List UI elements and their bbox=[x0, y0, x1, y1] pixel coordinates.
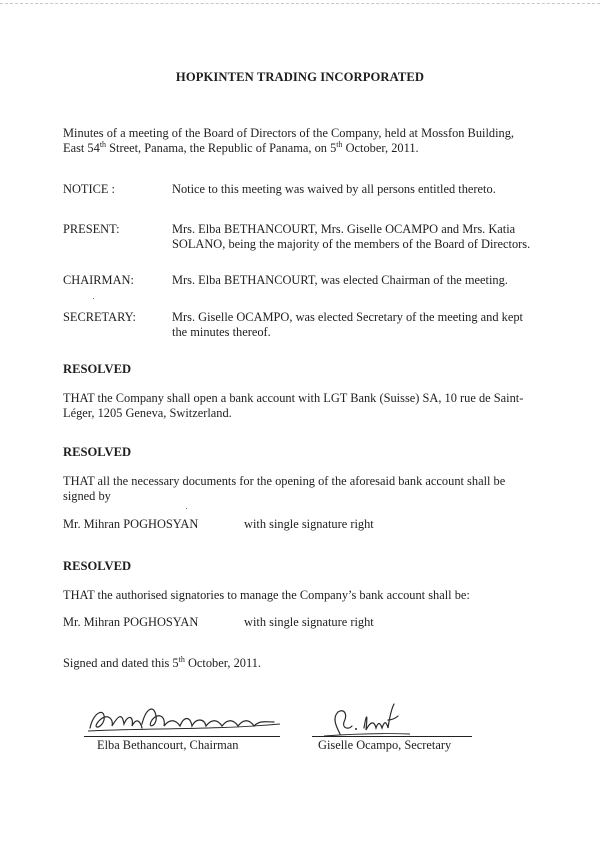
scan-top-edge bbox=[0, 3, 600, 4]
resolution-1-text: THAT the Company shall open a bank account with LGT Bank (Suisse) SA, 10 rue de Saint- Léger, 1205 Geneva, Switzerland. bbox=[63, 391, 524, 420]
scan-speck bbox=[93, 298, 94, 299]
signed-dated-line: Signed and dated this 5th October, 2011. bbox=[63, 654, 261, 670]
chairman-handwritten-signature bbox=[84, 698, 284, 738]
intro-line-2: East 54th Street, Panama, the Republic of Panama, on 5th October, 2011. bbox=[63, 139, 419, 155]
present-text: Mrs. Elba BETHANCOURT, Mrs. Giselle OCAMPO and Mrs. Katia SOLANO, being the majority of the members of the Board of Directors. bbox=[172, 222, 531, 251]
secretary-handwritten-signature bbox=[322, 700, 412, 740]
resolution-3-text: THAT the authorised signatories to manage the Company’s bank account shall be: bbox=[63, 588, 470, 602]
present-label: PRESENT: bbox=[63, 222, 120, 236]
signatory-right-2: with single signature right bbox=[244, 615, 374, 629]
signatory-name-1: Mr. Mihran POGHOSYAN bbox=[63, 517, 199, 531]
chairman-signature-line bbox=[84, 736, 280, 737]
resolved-heading-3: RESOLVED bbox=[63, 559, 132, 573]
resolved-heading-2: RESOLVED bbox=[63, 445, 132, 459]
company-title: HOPKINTEN TRADING INCORPORATED bbox=[175, 70, 425, 84]
chairman-signature-caption: Elba Bethancourt, Chairman bbox=[97, 738, 239, 752]
intro-paragraph bbox=[63, 126, 543, 156]
intro-line-1: Minutes of a meeting of the Board of Directors of the Company, held at Mossfon Building, bbox=[63, 126, 515, 140]
chairman-text: Mrs. Elba BETHANCOURT, was elected Chairman of the meeting. bbox=[172, 273, 508, 287]
chairman-label: CHAIRMAN: bbox=[63, 273, 134, 287]
scan-speck bbox=[186, 508, 187, 509]
signatory-right-1: with single signature right bbox=[244, 517, 374, 531]
secretary-signature-caption: Giselle Ocampo, Secretary bbox=[318, 738, 452, 752]
secretary-text: Mrs. Giselle OCAMPO, was elected Secretary of the meeting and kept the minutes thereof. bbox=[172, 310, 523, 339]
secretary-signature-line bbox=[312, 736, 472, 737]
resolved-heading-1: RESOLVED bbox=[63, 362, 132, 376]
notice-text: Notice to this meeting was waived by all persons entitled thereto. bbox=[172, 182, 496, 196]
notice-label: NOTICE : bbox=[63, 182, 115, 196]
secretary-label: SECRETARY: bbox=[63, 310, 136, 324]
signatory-name-2: Mr. Mihran POGHOSYAN bbox=[63, 615, 199, 629]
resolution-2-text: THAT all the necessary documents for the opening of the aforesaid bank account shall be signed by bbox=[63, 474, 506, 503]
